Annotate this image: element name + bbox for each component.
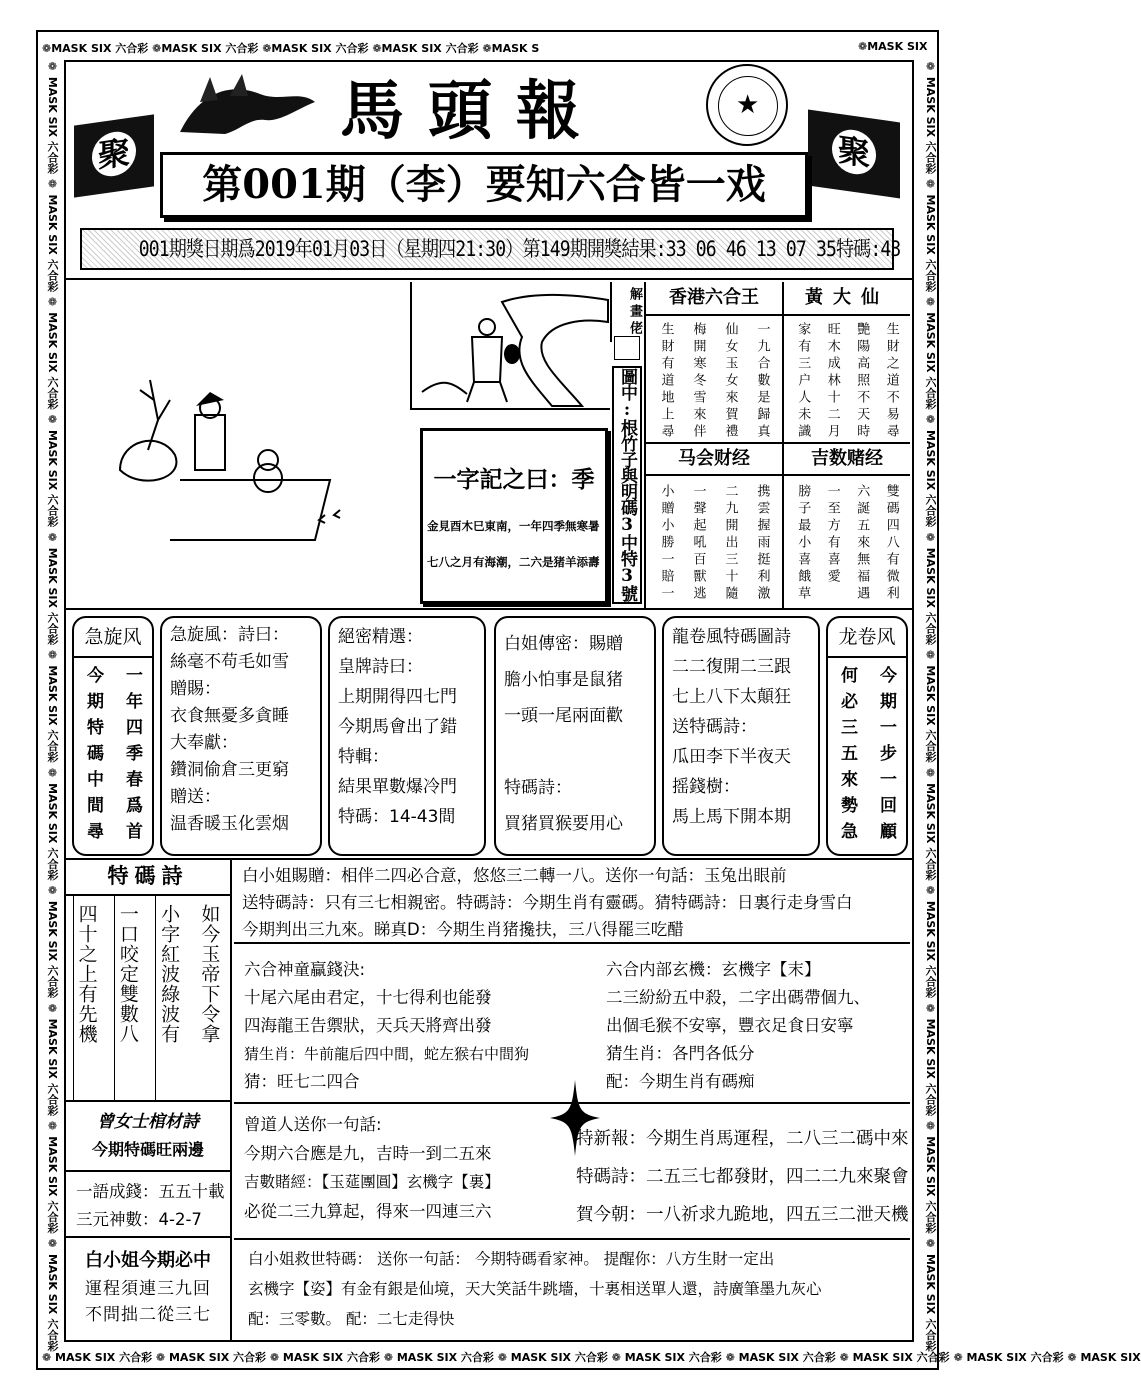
puzzle-illustration-right — [410, 282, 610, 410]
hk-col-4: 一九合數是歸真 — [754, 322, 770, 441]
jxf-line-4: 衣食無憂多貪睡 — [170, 706, 289, 726]
mh-col-3: 二九開出三十隨 — [722, 484, 738, 603]
jxf-left-col-2: 一年四季春爲首 — [122, 666, 142, 848]
jiehua-icon — [614, 336, 640, 360]
daoren-line-1: 曾道人送你一句話: — [244, 1115, 382, 1134]
neibu-box — [596, 950, 910, 1100]
lf-line-3: 七上八下太顛狂 — [672, 687, 791, 707]
lf-line-1: 龍卷風特碼圖詩 — [672, 627, 791, 647]
hk-col-3: 仙女玉女來賀禮 — [722, 322, 738, 441]
jxf-line-3: 贈賜： — [170, 679, 221, 699]
daoren-line-4: 必從二三九算起，得來一四連三六 — [244, 1202, 492, 1221]
mid-divider — [234, 1102, 910, 1104]
bixz-line-2: 不問拙二從三七 — [85, 1305, 211, 1325]
js-col-1: 膀子最小喜餓草 — [795, 484, 811, 603]
shentong-line-1: 六合神童贏錢決: — [244, 960, 366, 979]
bottom-divider — [234, 1238, 910, 1240]
bj-box — [494, 616, 656, 856]
bj-line-2: 膽小怕事是鼠猪 — [504, 670, 623, 690]
official-seal — [706, 64, 788, 146]
lf-line-7: 馬上馬下開本期 — [672, 807, 791, 827]
jxf-line-1: 急旋風：詩曰： — [170, 625, 289, 645]
shentong-box — [234, 950, 576, 1100]
neibu-line-5: 配：今期生肖有碼痴 — [606, 1072, 755, 1091]
tmshi-col-4: 如今玉帝下令拿 — [198, 904, 221, 1044]
bj-line-5: 特碼詩： — [504, 778, 572, 798]
lf-line-2: 二二復開二三跟 — [672, 657, 791, 677]
jxf-line-8: 温香暖玉化雲烟 — [170, 814, 289, 834]
lf-box — [662, 616, 820, 856]
bj-line-4 — [504, 734, 646, 770]
mh-box — [644, 444, 782, 608]
yizi-title: 一字記之曰：季 — [433, 466, 595, 493]
border-top: ❁MASK SIX 六合彩 ❁MASK SIX 六合彩 ❁MASK SIX 六合彩 ❁MASK SIX 六合彩 ❁MASK S — [42, 42, 540, 55]
texinbao-line-3: 賀今朝：一八祈求九跪地，四五三二泄天機 — [576, 1205, 909, 1225]
jxf-box — [160, 616, 322, 856]
page-title: 馬頭報 — [340, 74, 604, 149]
lf-line-6: 摇錢樹： — [672, 777, 740, 797]
jxf-left-col-1: 今期特碼中間尋 — [83, 666, 103, 848]
jiushi-line-2: 玄機字【姿】有金有銀是仙境，天大笑話牛跳墻，十裏相送單人還，詩廣筆墨九灰心 — [248, 1280, 822, 1298]
star-icon: ★ — [736, 90, 760, 120]
shentong-line-4: 猜生肖：牛前龍后四中間，蛇左猴右中間狗 — [244, 1045, 530, 1063]
mh-col-2: 一聲起吼百獸逃 — [690, 484, 706, 603]
js-col-4: 雙碼四八有微利 — [883, 484, 899, 603]
js-col-2: 一至方有喜愛 — [824, 484, 840, 586]
neibu-line-2: 二三紛紛五中殺，二字出碼帶個九、 — [606, 988, 870, 1007]
hk-title: 香港六合王 — [646, 282, 782, 316]
hd-col-1: 家有三户人未識 — [795, 322, 811, 441]
left-flag — [74, 114, 154, 197]
texinbao-box — [572, 1118, 912, 1232]
yizi-line1: 金見酉木巳東南，一年四季無寒暑 — [427, 519, 600, 533]
right-flag — [808, 110, 900, 199]
subtitle-banner — [160, 152, 808, 218]
hd-col-3: 艷陽高照不天時 — [854, 322, 870, 441]
jiushi-box — [234, 1242, 910, 1338]
bxj-line-3: 今期判出三九來。睇真D：今期生肖猪攙扶，三八得罷三吃醋 — [242, 920, 684, 939]
js-title: 吉数赌经 — [784, 444, 910, 476]
jm-line-6: 結果單數爆冷門 — [338, 777, 457, 797]
tmshi-col-2: 一口咬定雙數八 — [114, 896, 142, 1100]
daoren-box — [234, 1108, 564, 1240]
bxj-line-1: 白小姐賜贈：相伴二四必合意，悠悠三二轉一八。送你一句話：玉兔出眼前 — [242, 866, 787, 885]
lf-line-4: 送特碼詩： — [672, 717, 757, 737]
shentong-line-5: 猜：旺七二四合 — [244, 1072, 360, 1091]
yiyu-box — [66, 1172, 232, 1238]
hk-col-2: 梅開寒冬雪來伴 — [690, 322, 706, 441]
js-box — [782, 444, 910, 608]
bj-line-1: 白姐傳密：賜贈 — [504, 634, 623, 654]
jm-line-3: 上期開得四七門 — [338, 687, 457, 707]
ljf-box — [826, 616, 908, 856]
border-top-right: ❁MASK SIX — [858, 40, 928, 53]
left-flag-char: 聚 — [92, 129, 136, 179]
jxf-left-title: 急旋风 — [74, 618, 152, 658]
lf-line-5: 瓜田李下半夜天 — [672, 747, 791, 767]
yiyu-line-1: 一語成錢：五五十載 — [76, 1182, 225, 1201]
jm-line-5: 特輯： — [338, 747, 389, 767]
zeng-line: 今期特碼旺兩邊 — [91, 1140, 204, 1159]
hd-col-4: 生財之道不易尋 — [883, 322, 899, 441]
bxj-box — [234, 860, 910, 944]
js-col-3: 六誕五來無福遇 — [854, 484, 870, 603]
jxf-line-5: 大奉獻： — [170, 733, 238, 753]
jm-line-4: 今期馬會出了錯 — [338, 717, 457, 737]
border-right: ❁ MASK SIX 六合彩 ❁ MASK SIX 六合彩 ❁ MASK SIX 六合彩 ❁ MASK SIX 六合彩 ❁ MASK SIX 六合彩 ❁ MASK SIX 六合彩 ❁ MASK SIX 六合彩 ❁ MASK SIX 六合彩 ❁ MASK SIX 六合彩 ❁ MASK SIX 六合彩 ❁ MASK SIX 六合彩 — [924, 60, 937, 1352]
bxj-line-2: 送特碼詩：只有三七相親密。特碼詩：今期生肖有靈碼。猜特碼詩：日裏行走身雪白 — [242, 893, 853, 912]
shentong-line-2: 十尾六尾由君定，十七得利也能發 — [244, 988, 492, 1007]
jm-box — [328, 616, 486, 856]
jxf-line-2: 絲毫不苟毛如雪 — [170, 652, 289, 672]
draw-info: 001期獎日期爲2019年01月03日（星期四21:30）第149期開獎結果:33 06 46 13 07 35特碼:43 — [138, 237, 901, 261]
hd-col-2: 旺木成林十二月 — [824, 322, 840, 441]
mh-title: 马会财经 — [646, 444, 782, 476]
jm-line-2: 皇牌詩曰： — [338, 657, 423, 677]
subtitle: 第001期（李）要知六合皆一戏 — [202, 161, 766, 208]
jiushi-line-1: 白小姐救世特碼： 送你一句話： 今期特碼看家神。 提醒你：八方生財一定出 — [248, 1250, 775, 1268]
zeng-box — [66, 1102, 232, 1172]
border-bottom: ❁ MASK SIX 六合彩 ❁ MASK SIX 六合彩 ❁ MASK SIX 六合彩 ❁ MASK SIX 六合彩 ❁ MASK SIX 六合彩 ❁ MASK SIX 六合彩 ❁ MASK SIX 六合彩 ❁ MASK SIX 六合彩 ❁ MASK SIX 六合彩 ❁ MASK SIX — [42, 1351, 1141, 1364]
jiehua-label: 解畫佬 — [610, 282, 644, 342]
bixz-title: 白小姐今期必中 — [85, 1250, 211, 1271]
neibu-line-3: 出個毛猴不安寧，豐衣足食日安寧 — [606, 1016, 854, 1035]
jxf-left-box — [72, 616, 154, 856]
hd-title: 黃大仙 — [784, 282, 910, 316]
masthead-decoration — [170, 72, 320, 142]
tmshi-box — [66, 858, 232, 1102]
hk-box — [644, 282, 782, 444]
right-flag-char: 聚 — [832, 127, 876, 177]
hd-box — [782, 282, 910, 444]
ljf-col-1: 何必三五來勢急 — [837, 666, 857, 848]
bixz-line-1: 運程須連三九回 — [85, 1279, 211, 1299]
ljf-title: 龙卷风 — [828, 618, 906, 658]
texinbao-line-2: 特碼詩：二五三七都發財，四二二九來聚會 — [576, 1167, 909, 1187]
yiyu-line-2: 三元神數：4-2-7 — [76, 1210, 202, 1229]
neibu-line-1: 六合内部玄機：玄機字【末】 — [606, 960, 821, 979]
zeng-title: 曾女士棺材詩 — [97, 1112, 199, 1132]
bj-line-6: 買猪買猴要用心 — [504, 814, 623, 834]
tmshi-col-3: 小字紅波綠波有 — [155, 896, 183, 1100]
mh-col-4: 携雲握雨挺利激 — [754, 484, 770, 603]
jm-line-1: 絕密精選： — [338, 627, 423, 647]
info-bar — [80, 228, 901, 270]
vertical-tip: 圖中:根竹子與明碼3中特3號 — [612, 366, 642, 604]
mh-col-1: 小贈小勝一賠一 — [658, 484, 674, 603]
hk-col-1: 生財有道地上尋 — [658, 322, 674, 441]
tmshi-col-1: 四十之上有先機 — [73, 896, 101, 1100]
daoren-line-3: 吉數賭經：【玉莚團圓】玄機字【裏】 — [244, 1173, 500, 1191]
puzzle-illustration-left — [100, 360, 340, 540]
yizi-box — [420, 428, 608, 604]
jxf-line-6: 鑽洞偷倉三更窮 — [170, 760, 289, 780]
bj-line-3: 一頭一尾兩面歡 — [504, 706, 623, 726]
bixz-box — [66, 1238, 232, 1340]
shentong-line-3: 四海龍王告禦狀，天兵天將齊出發 — [244, 1016, 492, 1035]
tmshi-title: 特碼詩 — [66, 858, 230, 896]
jiushi-line-3: 配：三零數。 配：二七走得快 — [248, 1310, 455, 1328]
border-left: ❁ MASK SIX 六合彩 ❁ MASK SIX 六合彩 ❁ MASK SIX 六合彩 ❁ MASK SIX 六合彩 ❁ MASK SIX 六合彩 ❁ MASK SIX 六合彩 ❁ MASK SIX 六合彩 ❁ MASK SIX 六合彩 ❁ MASK SIX 六合彩 ❁ MASK SIX 六合彩 ❁ MASK SIX 六合彩 — [46, 60, 59, 1352]
jm-line-7: 特碼：14-43間 — [338, 807, 456, 827]
ljf-col-2: 今期一步一回顧 — [876, 666, 896, 848]
daoren-line-2: 今期六合應是九，吉時一到二五來 — [244, 1144, 492, 1163]
texinbao-line-1: 特新報：今期生肖馬運程，二八三二碼中來 — [576, 1129, 909, 1149]
jxf-line-7: 贈送： — [170, 787, 221, 807]
neibu-line-4: 猜生肖：各門各低分 — [606, 1044, 755, 1063]
yizi-line2: 七八之月有海潮，二六是猪羊添壽 — [427, 555, 600, 569]
